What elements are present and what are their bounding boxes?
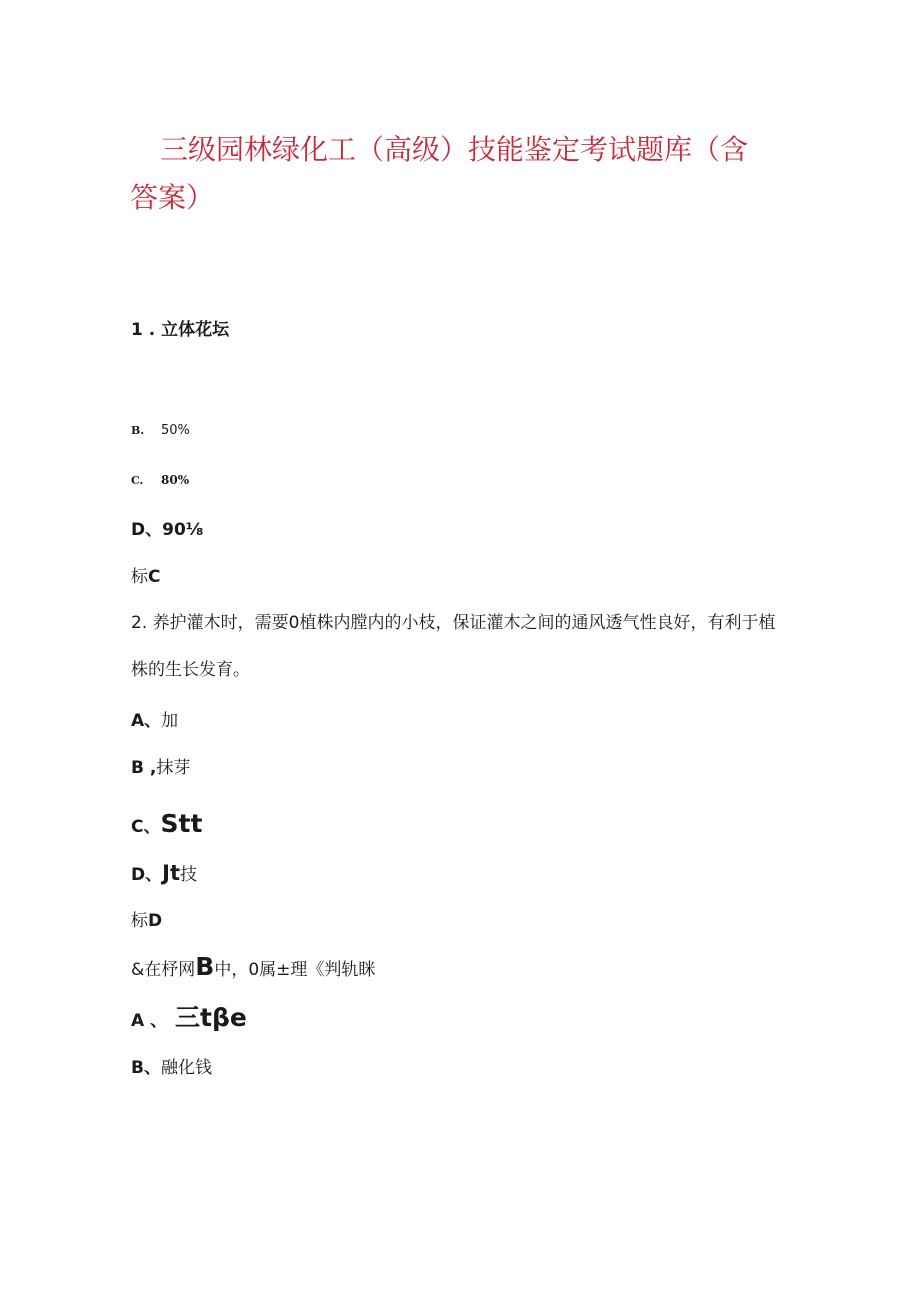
q3-option-b [131,1057,212,1079]
question-1-stem [131,319,229,341]
question-2-stem-line-2: 株的生长发育。 [131,660,250,680]
q2-option-c [131,809,202,842]
q3-option-a-label: A 、 [131,1011,168,1031]
q2-option-c-text: Stt [160,809,203,838]
q3-option-a-text: 三tβe [175,1003,247,1032]
q2-option-b [131,757,190,779]
q1-answer-value: C [148,567,161,587]
q2-option-d-text: 技 [179,865,197,885]
q1-option-b-value: 50% [161,423,190,438]
q1-option-d-value: 90⅛ [162,520,204,540]
question-1-text: 1 . 立体花坛 [131,320,230,340]
q2-option-b-text: 抹芽 [156,758,191,778]
question-3-big-letter: B [195,952,215,981]
q1-option-b-label: B. [131,424,145,437]
q2-option-c-label: C、 [131,817,161,837]
q2-option-a [131,710,178,732]
question-3-stem [131,952,375,985]
q2-option-a-text: 加 [161,711,179,731]
q1-option-c-label: C. [131,474,144,487]
q3-option-a [131,1003,247,1036]
q2-answer-value: D [148,911,163,931]
q2-option-a-label: A、 [131,711,162,731]
question-3-text-a: &在杼网 [131,960,196,980]
q1-option-d [131,519,203,541]
q2-option-d-label: D、 [131,865,163,885]
q2-option-d-big: Jt [162,861,180,885]
q1-answer [131,566,160,588]
q3-option-b-text: 融化钱 [160,1058,212,1078]
question-3-text-b: 中，0属±理《判轨眯 [214,960,376,980]
q1-answer-prefix: 标 [131,567,148,587]
q3-option-b-label: B、 [131,1058,161,1078]
q1-option-b [131,419,190,442]
q2-answer-prefix: 标 [131,911,148,931]
q1-option-c-value: 80% [161,473,190,487]
q2-option-d [131,858,197,890]
q2-answer [131,910,162,932]
q1-option-d-label: D、 [131,520,163,540]
q2-option-b-label: B , [131,758,157,778]
q1-option-c [131,469,189,492]
question-2-stem-line-1: 2. 养护灌木时，需要0植株内膛内的小枝，保证灌木之间的通风透气性良好，有利于植 [131,613,776,633]
document-title: 三级园林绿化工（高级）技能鉴定考试题库（含答案） [130,133,749,214]
